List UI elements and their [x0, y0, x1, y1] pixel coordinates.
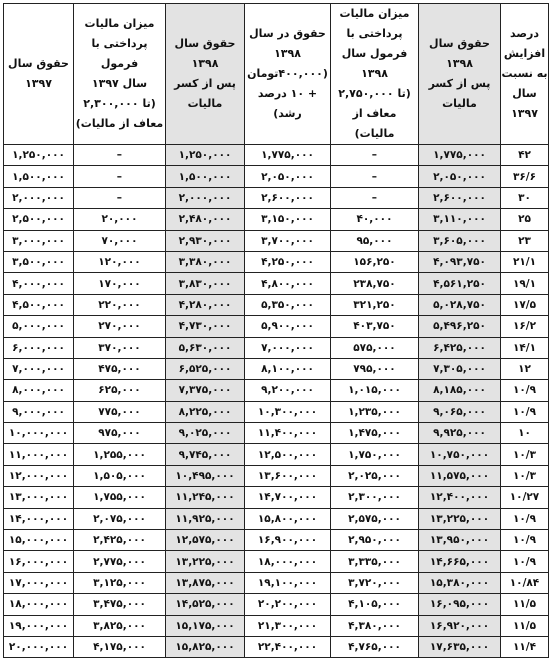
cell-tax98: ۱۵۶,۲۵۰ — [331, 251, 419, 272]
cell-net98a: ۱,۵۰۰,۰۰۰ — [166, 166, 245, 187]
cell-gross98: ۳,۷۰۰,۰۰۰ — [245, 230, 331, 251]
table-row — [4, 636, 549, 657]
cell-pct: ۲۵ — [501, 209, 549, 230]
table-row — [4, 465, 549, 486]
cell-pct: ۱۰/۳ — [501, 444, 549, 465]
cell-sal97: ۹,۰۰۰,۰۰۰ — [4, 401, 74, 422]
cell-net98b: ۱۲,۴۰۰,۰۰۰ — [419, 487, 501, 508]
table-row — [4, 273, 549, 294]
cell-gross98: ۱۴,۷۰۰,۰۰۰ — [245, 487, 331, 508]
cell-gross98: ۲۱,۳۰۰,۰۰۰ — [245, 615, 331, 636]
cell-sal97: ۴,۵۰۰,۰۰۰ — [4, 294, 74, 315]
cell-pct: ۱۱/۴ — [501, 636, 549, 657]
cell-sal97: ۳,۰۰۰,۰۰۰ — [4, 230, 74, 251]
cell-pct: ۱۰ — [501, 423, 549, 444]
cell-sal97: ۱۰,۰۰۰,۰۰۰ — [4, 423, 74, 444]
column-header-line: پس از کسر — [174, 77, 236, 90]
cell-gross98: ۴,۲۵۰,۰۰۰ — [245, 251, 331, 272]
cell-pct: ۱۰/۹ — [501, 508, 549, 529]
table-row — [4, 145, 549, 166]
cell-sal97: ۱۶,۰۰۰,۰۰۰ — [4, 551, 74, 572]
cell-sal97: ۱,۲۵۰,۰۰۰ — [4, 145, 74, 166]
column-header-line: ۱۳۹۸ — [274, 47, 301, 60]
cell-tax98: ۲,۹۵۰,۰۰۰ — [331, 530, 419, 551]
cell-tax97: ۲,۷۷۵,۰۰۰ — [74, 551, 166, 572]
cell-net98a: ۱۰,۴۹۵,۰۰۰ — [166, 465, 245, 486]
cell-tax97: ۴۷۵,۰۰۰ — [74, 358, 166, 379]
column-header-line: پرداختی با فرمول — [91, 37, 148, 70]
column-header-line: معاف از مالیات) — [75, 117, 164, 130]
cell-gross98: ۳,۱۵۰,۰۰۰ — [245, 209, 331, 230]
cell-gross98: ۱۳,۶۰۰,۰۰۰ — [245, 465, 331, 486]
cell-tax97: ۴,۱۷۵,۰۰۰ — [74, 636, 166, 657]
column-header-line: پس از کسر — [428, 77, 491, 90]
cell-tax98: ۷۹۵,۰۰۰ — [331, 358, 419, 379]
cell-tax98: – — [331, 166, 419, 187]
cell-tax97: ۲,۴۲۵,۰۰۰ — [74, 530, 166, 551]
cell-tax98: ۱,۴۷۵,۰۰۰ — [331, 423, 419, 444]
cell-tax98: ۴۰,۰۰۰ — [331, 209, 419, 230]
cell-gross98: ۹,۲۰۰,۰۰۰ — [245, 380, 331, 401]
column-header-line: مالیات — [442, 97, 477, 110]
cell-tax97: ۳,۴۷۵,۰۰۰ — [74, 594, 166, 615]
cell-tax98: ۱,۷۵۰,۰۰۰ — [331, 444, 419, 465]
cell-sal97: ۵,۰۰۰,۰۰۰ — [4, 316, 74, 337]
cell-gross98: ۵,۳۵۰,۰۰۰ — [245, 294, 331, 315]
cell-tax98: ۴,۱۰۵,۰۰۰ — [331, 594, 419, 615]
cell-net98a: ۹,۰۲۵,۰۰۰ — [166, 423, 245, 444]
cell-net98b: ۱۶,۹۲۰,۰۰۰ — [419, 615, 501, 636]
cell-pct: ۱۰/۹ — [501, 380, 549, 401]
cell-net98b: ۳,۱۱۰,۰۰۰ — [419, 209, 501, 230]
cell-net98b: ۲,۰۵۰,۰۰۰ — [419, 166, 501, 187]
cell-sal97: ۱۱,۰۰۰,۰۰۰ — [4, 444, 74, 465]
table-row — [4, 251, 549, 272]
table-row — [4, 380, 549, 401]
cell-net98a: ۲,۴۸۰,۰۰۰ — [166, 209, 245, 230]
cell-net98b: ۴,۵۶۱,۲۵۰ — [419, 273, 501, 294]
column-header-line: معاف از مالیات) — [352, 107, 397, 140]
cell-sal97: ۴,۰۰۰,۰۰۰ — [4, 273, 74, 294]
table-row — [4, 401, 549, 422]
column-header-line: درصد — [510, 27, 539, 40]
cell-net98a: ۱۲,۵۷۵,۰۰۰ — [166, 530, 245, 551]
cell-tax97: ۹۷۵,۰۰۰ — [74, 423, 166, 444]
cell-sal97: ۸,۰۰۰,۰۰۰ — [4, 380, 74, 401]
cell-sal97: ۱۷,۰۰۰,۰۰۰ — [4, 572, 74, 593]
cell-net98b: ۱۷,۶۳۵,۰۰۰ — [419, 636, 501, 657]
table-row — [4, 316, 549, 337]
cell-net98a: ۱۵,۸۲۵,۰۰۰ — [166, 636, 245, 657]
table-row — [4, 487, 549, 508]
cell-tax97: ۱۲۰,۰۰۰ — [74, 251, 166, 272]
cell-net98a: ۱۴,۵۲۵,۰۰۰ — [166, 594, 245, 615]
cell-tax97: ۳,۱۲۵,۰۰۰ — [74, 572, 166, 593]
cell-gross98: ۱,۷۷۵,۰۰۰ — [245, 145, 331, 166]
cell-net98b: ۱۶,۰۹۵,۰۰۰ — [419, 594, 501, 615]
cell-gross98: ۲,۶۰۰,۰۰۰ — [245, 187, 331, 208]
cell-sal97: ۶,۰۰۰,۰۰۰ — [4, 337, 74, 358]
cell-net98a: ۳,۳۸۰,۰۰۰ — [166, 251, 245, 272]
cell-sal97: ۱,۵۰۰,۰۰۰ — [4, 166, 74, 187]
column-header-line: ۱۳۹۷ — [511, 107, 538, 120]
cell-gross98: ۱۲,۵۰۰,۰۰۰ — [245, 444, 331, 465]
cell-tax98: – — [331, 187, 419, 208]
cell-gross98: ۲۰,۲۰۰,۰۰۰ — [245, 594, 331, 615]
table-row — [4, 551, 549, 572]
column-header-line: سال ۱۳۹۷ — [91, 77, 148, 90]
cell-tax97: – — [74, 166, 166, 187]
cell-net98a: ۵,۶۳۰,۰۰۰ — [166, 337, 245, 358]
cell-net98b: ۹,۰۶۵,۰۰۰ — [419, 401, 501, 422]
cell-pct: ۱۰/۸۴ — [501, 572, 549, 593]
cell-tax98: ۳۲۱,۲۵۰ — [331, 294, 419, 315]
table-row — [4, 572, 549, 593]
cell-sal97: ۷,۰۰۰,۰۰۰ — [4, 358, 74, 379]
cell-gross98: ۱۵,۸۰۰,۰۰۰ — [245, 508, 331, 529]
cell-gross98: ۱۶,۹۰۰,۰۰۰ — [245, 530, 331, 551]
cell-gross98: ۲۲,۴۰۰,۰۰۰ — [245, 636, 331, 657]
cell-pct: ۱۰/۹ — [501, 551, 549, 572]
column-header-line: حقوق سال — [174, 37, 236, 50]
column-header-line: (تا ۲,۳۰۰,۰۰۰ — [83, 97, 156, 110]
column-header-net98a — [166, 4, 245, 145]
cell-tax97: ۱,۵۰۵,۰۰۰ — [74, 465, 166, 486]
cell-tax98: ۴۰۳,۷۵۰ — [331, 316, 419, 337]
cell-net98a: ۴,۲۸۰,۰۰۰ — [166, 294, 245, 315]
cell-pct: ۳۰ — [501, 187, 549, 208]
table-body — [4, 145, 549, 658]
cell-net98b: ۵,۰۲۸,۷۵۰ — [419, 294, 501, 315]
salary-tax-table — [3, 3, 549, 658]
cell-net98a: ۶,۵۲۵,۰۰۰ — [166, 358, 245, 379]
column-header-line: ۱۳۹۷ — [25, 77, 52, 90]
cell-tax98: – — [331, 145, 419, 166]
column-header-tax97 — [74, 4, 166, 145]
cell-net98a: ۷,۳۷۵,۰۰۰ — [166, 380, 245, 401]
table-row — [4, 594, 549, 615]
column-header-line: میزان مالیات — [339, 7, 410, 20]
header-row — [4, 4, 549, 145]
cell-net98b: ۴,۰۹۳,۷۵۰ — [419, 251, 501, 272]
table-row — [4, 337, 549, 358]
cell-gross98: ۴,۸۰۰,۰۰۰ — [245, 273, 331, 294]
table-row — [4, 444, 549, 465]
cell-net98b: ۶,۴۲۵,۰۰۰ — [419, 337, 501, 358]
cell-net98a: ۹,۷۴۵,۰۰۰ — [166, 444, 245, 465]
cell-gross98: ۱۱,۴۰۰,۰۰۰ — [245, 423, 331, 444]
cell-net98b: ۳,۶۰۵,۰۰۰ — [419, 230, 501, 251]
cell-pct: ۲۳ — [501, 230, 549, 251]
cell-tax98: ۴,۳۸۰,۰۰۰ — [331, 615, 419, 636]
cell-gross98: ۵,۹۰۰,۰۰۰ — [245, 316, 331, 337]
column-header-line: ۱۳۹۸ — [191, 57, 219, 70]
column-header-line: افزایش — [503, 47, 546, 60]
cell-net98b: ۸,۱۸۵,۰۰۰ — [419, 380, 501, 401]
column-header-line: + ۱۰ درصد — [257, 87, 318, 100]
cell-net98a: ۱۳,۸۷۵,۰۰۰ — [166, 572, 245, 593]
table-row — [4, 230, 549, 251]
cell-pct: ۴۲ — [501, 145, 549, 166]
table-row — [4, 294, 549, 315]
cell-sal97: ۲۰,۰۰۰,۰۰۰ — [4, 636, 74, 657]
cell-sal97: ۱۸,۰۰۰,۰۰۰ — [4, 594, 74, 615]
cell-tax97: – — [74, 145, 166, 166]
table-row — [4, 423, 549, 444]
cell-gross98: ۱۸,۰۰۰,۰۰۰ — [245, 551, 331, 572]
cell-net98a: ۲,۹۳۰,۰۰۰ — [166, 230, 245, 251]
column-header-line: فرمول سال — [341, 47, 408, 60]
cell-sal97: ۱۲,۰۰۰,۰۰۰ — [4, 465, 74, 486]
column-header-net98b — [419, 4, 501, 145]
column-header-line: میزان مالیات — [84, 17, 155, 30]
cell-pct: ۳۶/۶ — [501, 166, 549, 187]
column-header-line: ۱۳۹۸ — [361, 67, 388, 80]
cell-pct: ۱۰/۹ — [501, 401, 549, 422]
cell-net98b: ۱۱,۵۷۵,۰۰۰ — [419, 465, 501, 486]
table-row — [4, 530, 549, 551]
cell-tax97: ۶۲۵,۰۰۰ — [74, 380, 166, 401]
column-header-line: پرداختی با — [346, 27, 403, 40]
column-header-line: حقوق سال — [8, 57, 69, 70]
table-row — [4, 187, 549, 208]
cell-tax98: ۱,۰۱۵,۰۰۰ — [331, 380, 419, 401]
cell-net98a: ۱۱,۲۴۵,۰۰۰ — [166, 487, 245, 508]
cell-tax97: ۲۰,۰۰۰ — [74, 209, 166, 230]
table-row — [4, 209, 549, 230]
column-header-line: مالیات — [187, 97, 223, 110]
cell-pct: ۱۰/۹ — [501, 530, 549, 551]
cell-net98b: ۱۵,۳۸۰,۰۰۰ — [419, 572, 501, 593]
cell-net98b: ۱۳,۲۲۵,۰۰۰ — [419, 508, 501, 529]
cell-net98a: ۳,۸۳۰,۰۰۰ — [166, 273, 245, 294]
cell-net98b: ۱۳,۹۵۰,۰۰۰ — [419, 530, 501, 551]
cell-tax98: ۲,۳۰۰,۰۰۰ — [331, 487, 419, 508]
cell-sal97: ۲,۵۰۰,۰۰۰ — [4, 209, 74, 230]
cell-tax97: ۱۷۰,۰۰۰ — [74, 273, 166, 294]
cell-pct: ۱۴/۱ — [501, 337, 549, 358]
cell-tax97: ۷۰,۰۰۰ — [74, 230, 166, 251]
cell-tax98: ۱,۲۳۵,۰۰۰ — [331, 401, 419, 422]
cell-net98b: ۹,۹۲۵,۰۰۰ — [419, 423, 501, 444]
cell-tax98: ۵۷۵,۰۰۰ — [331, 337, 419, 358]
cell-pct: ۱۱/۵ — [501, 594, 549, 615]
table-row — [4, 358, 549, 379]
column-header-sal97 — [4, 4, 74, 145]
cell-tax98: ۲,۵۷۵,۰۰۰ — [331, 508, 419, 529]
cell-sal97: ۱۹,۰۰۰,۰۰۰ — [4, 615, 74, 636]
cell-net98b: ۷,۳۰۵,۰۰۰ — [419, 358, 501, 379]
cell-tax98: ۳,۳۳۵,۰۰۰ — [331, 551, 419, 572]
cell-tax97: ۷۷۵,۰۰۰ — [74, 401, 166, 422]
cell-tax97: ۱,۲۵۵,۰۰۰ — [74, 444, 166, 465]
column-header-line: حقوق در سال — [249, 27, 326, 40]
cell-tax97: ۳۷۰,۰۰۰ — [74, 337, 166, 358]
column-header-line: ۱۳۹۸ — [446, 57, 473, 70]
cell-net98b: ۱,۷۷۵,۰۰۰ — [419, 145, 501, 166]
cell-net98a: ۱۳,۲۲۵,۰۰۰ — [166, 551, 245, 572]
cell-net98a: ۲,۰۰۰,۰۰۰ — [166, 187, 245, 208]
cell-net98a: ۱,۲۵۰,۰۰۰ — [166, 145, 245, 166]
cell-tax97: ۳,۸۲۵,۰۰۰ — [74, 615, 166, 636]
cell-tax97: ۲۲۰,۰۰۰ — [74, 294, 166, 315]
cell-sal97: ۳,۵۰۰,۰۰۰ — [4, 251, 74, 272]
cell-tax97: ۲۷۰,۰۰۰ — [74, 316, 166, 337]
cell-tax98: ۴,۷۶۵,۰۰۰ — [331, 636, 419, 657]
cell-tax98: ۹۵,۰۰۰ — [331, 230, 419, 251]
column-header-line: سال — [512, 87, 537, 100]
column-header-tax98 — [331, 4, 419, 145]
cell-tax98: ۲۳۸,۷۵۰ — [331, 273, 419, 294]
cell-gross98: ۲,۰۵۰,۰۰۰ — [245, 166, 331, 187]
column-header-line: حقوق سال — [429, 37, 490, 50]
cell-gross98: ۸,۱۰۰,۰۰۰ — [245, 358, 331, 379]
cell-pct: ۱۰/۲۷ — [501, 487, 549, 508]
cell-pct: ۱۷/۵ — [501, 294, 549, 315]
cell-pct: ۱۹/۱ — [501, 273, 549, 294]
column-header-line: به نسبت — [501, 67, 548, 80]
cell-net98b: ۲,۶۰۰,۰۰۰ — [419, 187, 501, 208]
cell-net98b: ۱۰,۷۵۰,۰۰۰ — [419, 444, 501, 465]
cell-net98a: ۸,۲۲۵,۰۰۰ — [166, 401, 245, 422]
cell-tax97: ۲,۰۷۵,۰۰۰ — [74, 508, 166, 529]
cell-pct: ۲۱/۱ — [501, 251, 549, 272]
cell-net98a: ۱۱,۹۲۵,۰۰۰ — [166, 508, 245, 529]
column-header-pct — [501, 4, 549, 145]
table-header — [4, 4, 549, 145]
cell-tax98: ۲,۰۲۵,۰۰۰ — [331, 465, 419, 486]
cell-net98a: ۱۵,۱۷۵,۰۰۰ — [166, 615, 245, 636]
table-row — [4, 508, 549, 529]
cell-sal97: ۲,۰۰۰,۰۰۰ — [4, 187, 74, 208]
cell-tax98: ۳,۷۲۰,۰۰۰ — [331, 572, 419, 593]
column-header-line: (۴۰۰,۰۰۰تومان — [247, 67, 328, 80]
cell-pct: ۱۲ — [501, 358, 549, 379]
column-header-gross98 — [245, 4, 331, 145]
cell-sal97: ۱۴,۰۰۰,۰۰۰ — [4, 508, 74, 529]
column-header-line: (تا ۲,۷۵۰,۰۰۰ — [338, 87, 411, 100]
cell-net98b: ۵,۴۹۶,۲۵۰ — [419, 316, 501, 337]
cell-sal97: ۱۳,۰۰۰,۰۰۰ — [4, 487, 74, 508]
table-row — [4, 166, 549, 187]
cell-pct: ۱۱/۵ — [501, 615, 549, 636]
cell-gross98: ۱۰,۳۰۰,۰۰۰ — [245, 401, 331, 422]
cell-pct: ۱۶/۲ — [501, 316, 549, 337]
cell-gross98: ۷,۰۰۰,۰۰۰ — [245, 337, 331, 358]
cell-net98b: ۱۴,۶۶۵,۰۰۰ — [419, 551, 501, 572]
cell-pct: ۱۰/۳ — [501, 465, 549, 486]
column-header-line: رشد) — [273, 107, 302, 120]
cell-sal97: ۱۵,۰۰۰,۰۰۰ — [4, 530, 74, 551]
cell-tax97: – — [74, 187, 166, 208]
cell-tax97: ۱,۷۵۵,۰۰۰ — [74, 487, 166, 508]
cell-net98a: ۴,۷۳۰,۰۰۰ — [166, 316, 245, 337]
cell-gross98: ۱۹,۱۰۰,۰۰۰ — [245, 572, 331, 593]
